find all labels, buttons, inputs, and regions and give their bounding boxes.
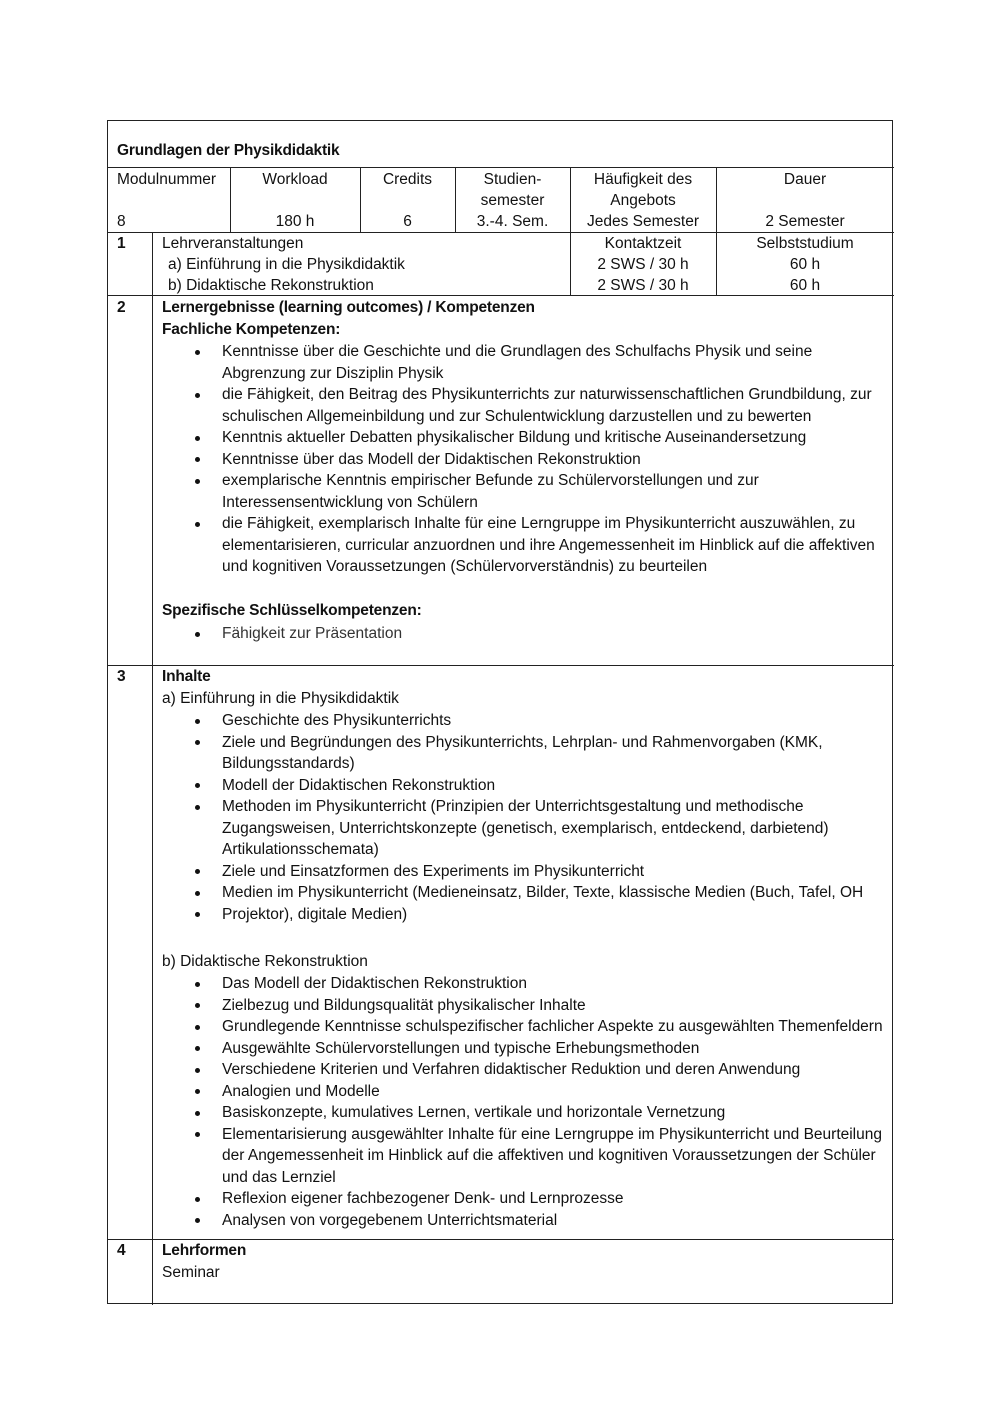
dauer-label: Dauer [783,171,827,188]
fachliche-kompetenzen-list [188,341,875,578]
list-item [188,427,875,449]
lernergebnisse-heading: Lernergebnisse (learning outcomes) / Kompetenzen [162,299,535,316]
list-item [188,861,863,883]
selbststudium-label: Selbststudium [756,235,854,252]
list-item-line: schulischen Allgemeinbildung und zur Schulentwicklung darzustellen und zu bewerten [222,407,812,425]
list-item-line: der Angemessenheit im Hinblick auf die affektiven und kognitiven Voraussetzungen der Schüler [222,1147,876,1164]
list-item [188,973,883,995]
lehrformen-heading: Lehrformen [162,1242,247,1259]
list-item-line: Kenntnisse über das Modell der Didaktischen Rekonstruktion [222,450,641,468]
inhalte-part-b-list [188,973,883,1231]
studiensemester-label-line-2: semester [480,192,545,209]
list-item-line: Kenntnisse über die Geschichte und die Grundlagen des Schulfachs Physik und seine [222,343,813,360]
credits-label: Credits [382,171,433,188]
inhalte-part-a-list [188,710,863,925]
list-item [188,449,875,471]
list-item-line: Kenntnis aktueller Debatten physikalischer Bildung und kritische Auseinandersetzung [222,429,807,446]
list-item [188,1038,883,1060]
list-item-line: Analysen von vorgegebenem Unterrichtsmaterial [222,1211,558,1229]
list-item [188,1124,883,1189]
number-column-divider [152,232,153,1305]
list-item [188,710,863,732]
list-item [188,1059,883,1081]
modulnummer-value: 8 [117,213,126,230]
workload-label: Workload [262,171,328,188]
workload-value: 180 h [275,213,315,230]
module-description-table [107,120,893,1304]
schluesselkompetenzen-list [188,623,402,645]
list-item-line: die Fähigkeit, exemplarisch Inhalte für eine Lerngruppe im Physikunterricht auszuwählen, zu [222,515,856,532]
list-item-line: Grundlegende Kenntnisse schulspezifischer fachlicher Aspekte zu ausgewählten Themenfeldern [222,1018,883,1035]
course-name-b: b) Didaktische Rekonstruktion [168,277,374,294]
credits-value: 6 [403,213,412,230]
haeufigkeit-label-line-1: Häufigkeit des [593,171,693,188]
list-item-line: Reflexion eigener fachbezogener Denk- und Lernprozesse [222,1190,624,1207]
section-number-2: 2 [117,299,126,316]
list-item-line: und kognitiven Voraussetzungen (Schülervorverständnis) zu beurteilen [222,558,708,575]
section-number-1: 1 [117,235,126,252]
course-name-a: a) Einführung in die Physikdidaktik [168,256,405,273]
list-item-line: Elementarisierung ausgewählter Inhalte für eine Lerngruppe im Physikunterricht und Beurteilung [222,1125,882,1143]
list-item [188,995,883,1017]
list-item-line: elementarisieren, curricular anzuordnen und ihre Angemessenheit im Hinblick auf die affektiven [222,536,875,554]
list-item-line: Verschiedene Kriterien und Verfahren didaktischer Reduktion und deren Anwendung [222,1061,801,1078]
modulnummer-label: Modulnummer [117,171,217,188]
list-item-line: Medien im Physikunterricht (Medieneinsatz, Bilder, Texte, klassische Medien (Buch, Tafel, OH [222,884,864,901]
course-selbststudium-b: 60 h [789,277,821,294]
list-item-line: Projektor), digitale Medien) [222,905,408,923]
list-item-line: Basiskonzepte, kumulatives Lernen, vertikale und horizontale Vernetzung [222,1104,726,1121]
list-item [188,732,863,775]
list-item [188,623,402,645]
list-item-line: Interessensentwicklung von Schülern [222,493,478,511]
studiensemester-label-line-1: Studien- [483,171,542,188]
list-item [188,513,875,578]
list-item-line: Analogien und Modelle [222,1082,380,1100]
list-item-line: exemplarische Kenntnis empirischer Befunde zu Schülervorstellungen und zur [222,472,759,489]
rule-below-section-2 [108,665,894,666]
list-item [188,1102,883,1124]
haeufigkeit-label-line-2: Angebots [610,192,676,209]
list-item [188,384,875,427]
course-kontaktzeit-b: 2 SWS / 30 h [597,277,689,294]
list-item [188,470,875,513]
dauer-value: 2 Semester [765,213,845,230]
list-item [188,1081,883,1103]
list-item-line: Bildungsstandards) [222,755,355,772]
list-item-line: und das Lernziel [222,1168,336,1186]
section-number-4: 4 [117,1242,126,1259]
course-selbststudium-a: 60 h [789,256,821,273]
list-item-line: Ziele und Begründungen des Physikunterrichts, Lehrplan- und Rahmenvorgaben (KMK, [222,733,823,751]
list-item [188,1016,883,1038]
list-item [188,1210,883,1232]
rule-below-title [108,167,894,168]
course-kontaktzeit-a: 2 SWS / 30 h [597,256,689,273]
list-item-line: Ausgewählte Schülervorstellungen und typische Erhebungsmethoden [222,1039,700,1057]
list-item [188,341,875,384]
list-item-line: die Fähigkeit, den Beitrag des Physikunterrichts zur naturwissenschaftlichen Grundbildung, zur [222,386,872,403]
module-title: Grundlagen der Physikdidaktik [117,142,340,159]
list-item-line: Modell der Didaktischen Rekonstruktion [222,776,496,794]
list-item [188,775,863,797]
lehrformen-text: Seminar [162,1264,220,1281]
list-item-line: Das Modell der Didaktischen Rekonstruktion [222,975,527,992]
inhalte-part-a-heading: a) Einführung in die Physikdidaktik [162,690,399,707]
inhalte-heading: Inhalte [162,668,211,685]
list-item-line: Ziele und Einsatzformen des Experiments im Physikunterricht [222,862,645,880]
list-item [188,904,863,926]
studiensemester-value: 3.-4. Sem. [476,213,549,230]
list-item-line: Zugangsweisen, Unterrichtskonzepte (genetisch, exemplarisch, entdeckend, darbietend) [222,819,829,837]
list-item [188,1188,883,1210]
list-item-text: Fähigkeit zur Präsentation [222,625,403,642]
list-item [188,882,863,904]
list-item-line: Geschichte des Physikunterrichts [222,712,452,729]
inhalte-part-b-heading: b) Didaktische Rekonstruktion [162,953,368,970]
lehrveranstaltungen-label: Lehrveranstaltungen [162,235,304,252]
list-item-line: Artikulationsschemata) [222,841,379,858]
list-item-line: Abgrenzung zur Disziplin Physik [222,364,444,382]
fachliche-kompetenzen-heading: Fachliche Kompetenzen: [162,321,341,338]
kontaktzeit-label: Kontaktzeit [604,235,682,252]
list-item [188,796,863,861]
list-item-line: Zielbezug und Bildungsqualität physikalischer Inhalte [222,996,586,1014]
section-number-3: 3 [117,668,126,685]
haeufigkeit-value: Jedes Semester [587,213,699,230]
schluesselkompetenzen-heading: Spezifische Schlüsselkompetenzen: [162,602,422,619]
list-item-line: Methoden im Physikunterricht (Prinzipien der Unterrichtsgestaltung und methodische [222,798,804,815]
